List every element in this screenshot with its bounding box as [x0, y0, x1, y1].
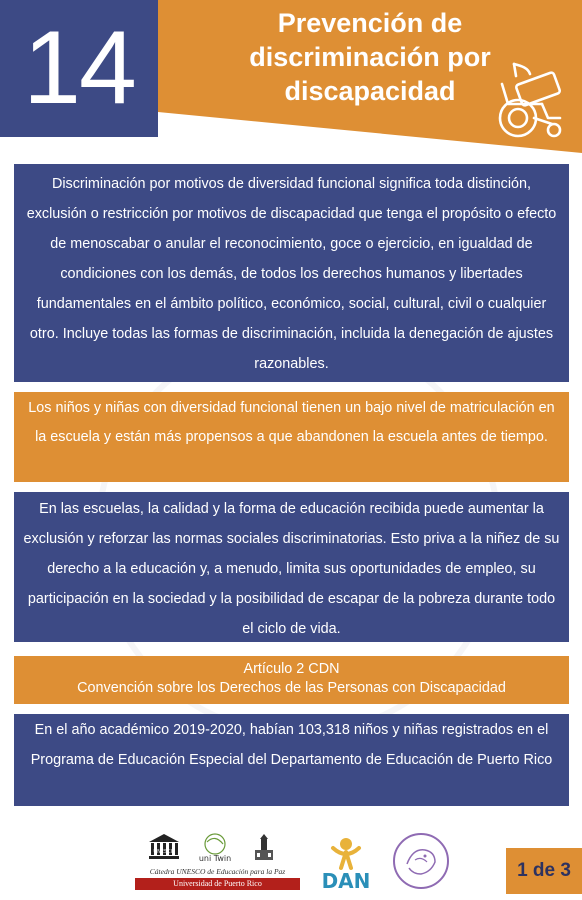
university-banner: Universidad de Puerto Rico: [135, 878, 300, 890]
unesco-temple-icon: [147, 832, 181, 864]
page-indicator: 1 de 3: [506, 848, 582, 894]
enrollment-box: [14, 392, 569, 482]
enrollment-text: Los niños y niñas con diversidad funcional tienen un bajo nivel de matriculación en la escuela y están más propensos a que abandonen la escuela antes de tiempo.: [28, 400, 555, 445]
dan-label: DAN: [321, 869, 371, 892]
stats-box: [14, 714, 569, 806]
title-line-2: discriminación por: [249, 42, 491, 72]
dan-logo: [315, 830, 377, 892]
unesco-chair-logo: [135, 832, 300, 892]
schools-text: En las escuelas, la calidad y la forma de educación recibida puede aumentar la exclusión y reforzar las normas sociales discriminatorias. Esto priva a la niñez de su derecho a la educación y, a menudo, limita sus oportunidades de empleo, su participación en la sociedad y la posibilidad de escapar de la pobreza durante todo el ciclo de vida.: [23, 501, 560, 637]
unesco-label: UNESCO: [153, 849, 175, 855]
article-title: Artículo 2 CDN: [243, 661, 340, 677]
title-line-3: discapacidad: [284, 76, 456, 106]
upr-tower-icon: [253, 834, 275, 864]
section-number: 14: [0, 0, 158, 137]
organization-circle-logo: [391, 830, 451, 892]
title-line-1: Prevención de: [277, 8, 463, 38]
unitwin-label: uni Twin: [198, 854, 232, 863]
article-subtitle: Convención sobre los Derechos de las Personas con Discapacidad: [77, 680, 506, 696]
article-box: [14, 656, 569, 704]
stats-text: En el año académico 2019-2020, habían 103,318 niños y niñas registrados en el Programa de Educación Especial del Departamento de Educación de Puerto Rico: [30, 722, 553, 768]
definition-text: Discriminación por motivos de diversidad funcional significa toda distinción, exclusión o restricción por motivos de discapacidad que tenga el propósito o efecto de menoscabar o anular el reconocimiento, goce o ejercicio, en igualdad de condiciones con los demás, de todos los derechos humanos y libertades fundamentales en el ámbito político, económico, social, cultural, civil o cualquier otro. Incluye todas las formas de discriminación, incluida la denegación de ajustes razonables.: [26, 176, 557, 372]
chair-caption: Cátedra UNESCO de Educación para la Paz: [149, 867, 286, 876]
definition-box: [14, 164, 569, 382]
unitwin-logo: [195, 832, 235, 864]
wheelchair-icon: [494, 60, 568, 140]
footer-logos: [135, 826, 490, 894]
schools-box: [14, 492, 569, 642]
